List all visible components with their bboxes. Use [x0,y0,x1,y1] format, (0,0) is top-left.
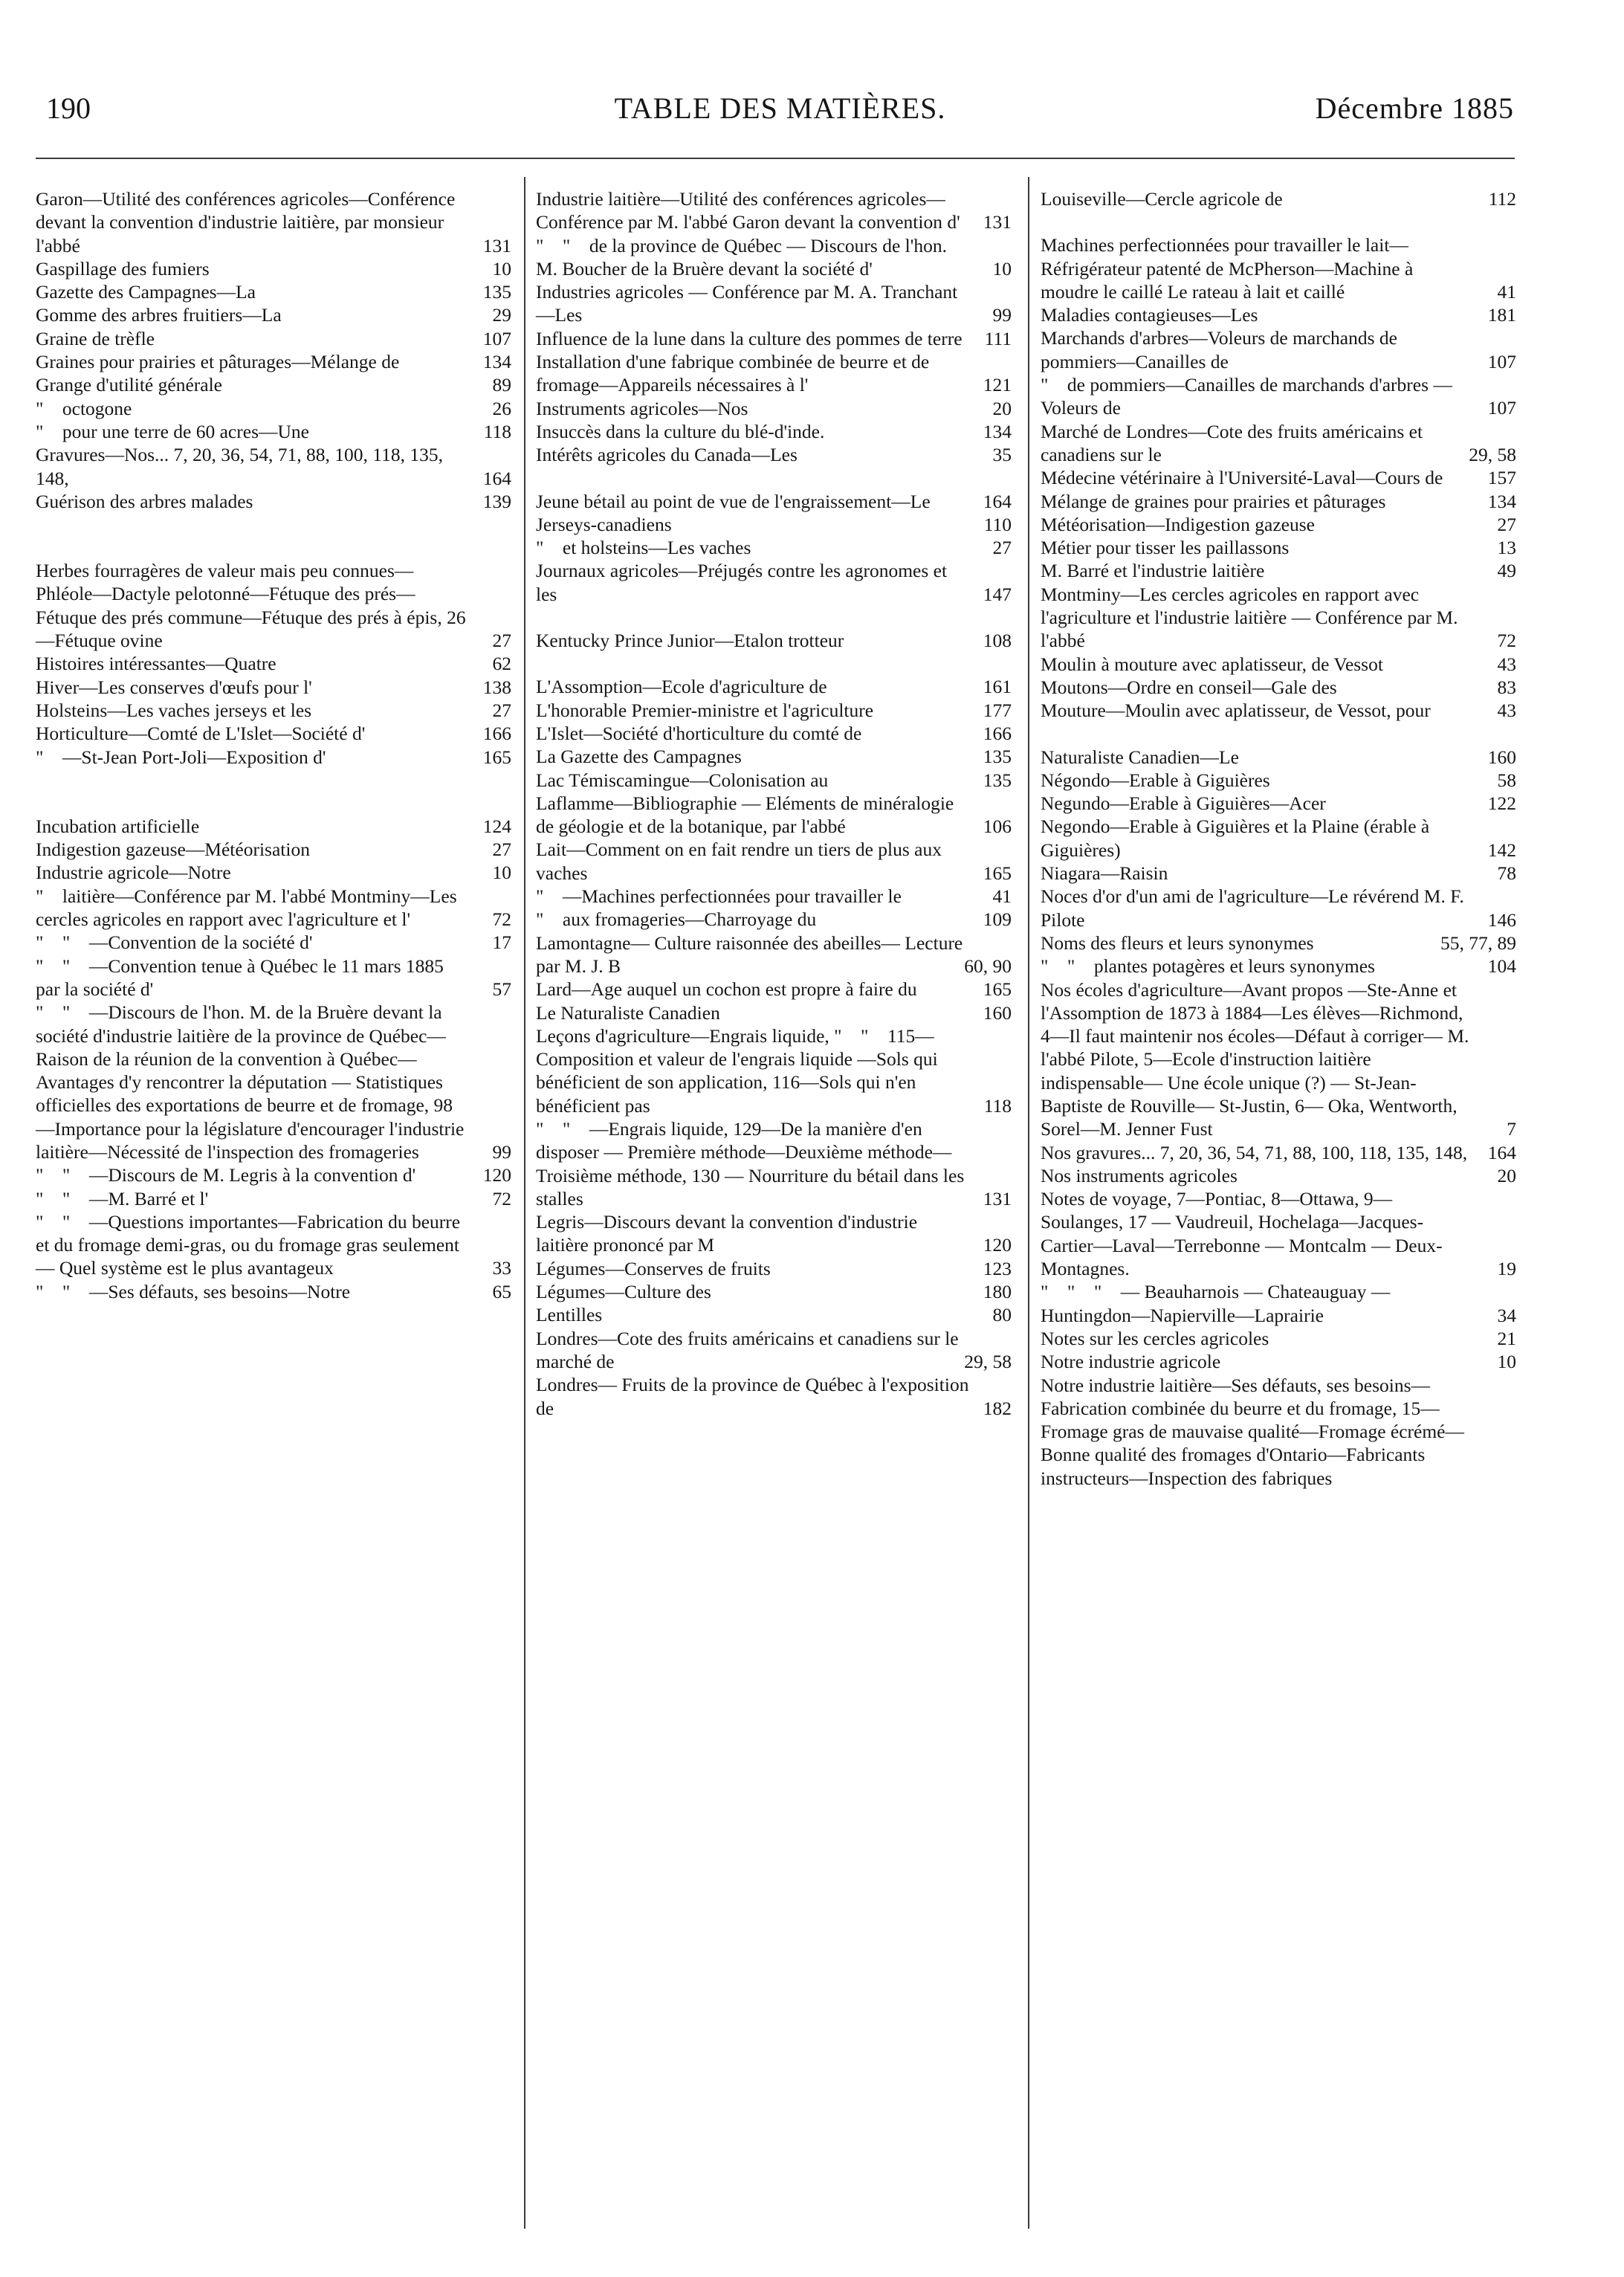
entry-text: Mélange de graines pour prairies et pâturages [1041,490,1386,512]
index-entry [536,1257,1012,1280]
entry-page-number: 20 [1497,1164,1516,1186]
index-entry [36,397,511,420]
entry-spacer [36,513,511,536]
page-title: TABLE DES MATIÈRES. [614,91,946,125]
index-entry [536,1210,1012,1257]
index-entry [536,1024,1012,1117]
entry-page-number: 34 [1497,1304,1516,1326]
entry-page-number: 55, 77, 89 [1440,931,1516,954]
column-divider [524,177,525,2229]
entry-page-number: 29, 58 [964,1350,1012,1372]
index-entry [536,675,1012,698]
entry-text: Legris—Discours devant la convention d'industrie laitière prononcé par M [536,1211,922,1256]
entry-page-number: 118 [483,420,511,442]
entry-page-number: 134 [983,420,1012,442]
entry-text: Herbes fourragères de valeur mais peu connues—Phléole—Dactyle pelotonné—Fétuque des prés—Fétuque des prés commune—Fétuque des prés à épis, 26—Fétuque ovine [36,560,466,652]
entry-text: Gazette des Campagnes—La [36,281,256,303]
column-divider [1028,177,1029,2229]
entry-text: " et holsteins—Les vaches [536,537,751,559]
entry-text: " " —Questions importantes—Fabrication du beurre et du fromage demi-gras, ou du fromage gras seulement — Quel système est le plus avantageux [36,1210,465,1279]
index-entry [536,885,1012,908]
entry-page-number: 57 [492,978,511,1000]
entry-text: Negundo—Erable à Giguières—Acer [1041,792,1326,815]
index-entry [36,1001,511,1163]
entry-text: L'Assomption—Ecole d'agriculture de [536,676,827,698]
index-entry [36,676,511,699]
index-entry [36,838,511,861]
entry-text: Londres— Fruits de la province de Québec à l'exposition de [536,1374,974,1419]
index-column-3 [1041,187,1516,1490]
index-entry [36,1210,511,1280]
entry-page-number: 41 [992,885,1012,908]
entry-page-number: 139 [482,490,511,512]
entry-page-number: 49 [1497,560,1516,582]
entry-page-number: 157 [1487,467,1516,489]
index-entry [1041,1187,1516,1280]
entry-text: Montminy—Les cercles agricoles en rapport avec l'agriculture et l'industrie laitière — Conférence par M. l'abbé [1041,583,1463,652]
entry-text: Lac Témiscamingue—Colonisation au [536,769,829,791]
index-entry [536,443,1012,466]
entry-text: Indigestion gazeuse—Météorisation [36,839,310,861]
entry-page-number: 17 [492,931,511,954]
entry-page-number: 110 [983,513,1012,535]
entry-text: Gaspillage des fumiers [36,257,210,280]
entry-text: Moulin à mouture avec aplatisseur, de Vessot [1041,653,1383,675]
entry-page-number: 89 [492,374,511,396]
entry-text: Gomme des arbres fruitiers—La [36,304,282,326]
entry-page-number: 160 [983,1001,1012,1024]
entry-page-number: 124 [482,815,511,837]
index-entry [536,1303,1012,1326]
entry-text: " " plantes potagères et leurs synonymes [1041,955,1375,978]
entry-page-number: 27 [1497,513,1516,535]
entry-page-number: 147 [983,583,1012,605]
entry-page-number: 120 [983,1234,1012,1256]
entry-page-number: 165 [482,746,511,768]
index-entry [36,1163,511,1186]
entry-text: Influence de la lune dans la culture des pommes de terre [536,327,963,349]
entry-page-number: 26 [492,397,511,419]
index-entry [1041,862,1516,885]
entry-page-number: 108 [983,630,1012,652]
index-entry [536,1001,1012,1024]
header-date: Décembre 1885 [1315,91,1514,125]
entry-text: L'Islet—Société d'horticulture du comté de [536,722,862,744]
entry-text: Nos écoles d'agriculture—Avant propos —Ste-Anne et l'Assomption de 1873 à 1884—Les élèves—Richmond, 4—Il faut maintenir nos écoles—Défaut à corriger— M. l'abbé Pilote, 5—Ecole d'instruction laitière indispensable— Une école unique (?) — St-Jean-Baptiste de Rouville— St-Justin, 6— Oka, Wentworth, Sorel—M. Jenner Fust [1041,978,1474,1140]
entry-spacer [1041,210,1516,233]
index-entry [1041,955,1516,978]
entry-page-number: 29, 58 [1469,443,1516,465]
index-entry [36,490,511,513]
index-entry [1041,583,1516,653]
entry-text: M. Barré et l'industrie laitière [1041,560,1265,582]
entry-page-number: 134 [1487,490,1516,512]
entry-text: Industrie agricole—Notre [36,862,231,884]
entry-page-number: 107 [1487,397,1516,419]
entry-page-number: 80 [992,1304,1012,1326]
entry-text: Mouture—Moulin avec aplatisseur, de Vessot, pour [1041,700,1431,722]
entry-text: Guérison des arbres malades [36,490,253,512]
index-entry [36,187,511,257]
entry-spacer [536,652,1012,675]
entry-page-number: 121 [983,374,1012,396]
entry-text: Machines perfectionnées pour travailler le lait—Réfrigérateur patenté de McPherson—Machine à moudre le caillé Le rateau à lait et caillé [1041,234,1418,303]
index-entry [536,234,1012,281]
index-entry [1041,536,1516,559]
index-entry [36,1187,511,1210]
entry-text: Installation d'une fabrique combinée de beurre et de fromage—Appareils nécessaires à l' [536,351,934,396]
entry-text: Notes sur les cercles agricoles [1041,1327,1269,1349]
entry-page-number: 142 [1487,839,1516,861]
index-entry [536,745,1012,768]
entry-text: " de pommiers—Canailles de marchands d'arbres — Voleurs de [1041,374,1457,419]
index-entry [36,699,511,722]
entry-page-number: 123 [983,1257,1012,1279]
entry-page-number: 138 [482,676,511,698]
page-header [46,91,1514,135]
entry-page-number: 29 [492,304,511,326]
entry-text: Légumes—Culture des [536,1281,711,1303]
entry-page-number: 165 [983,978,1012,1001]
entry-text: " " —M. Barré et l' [36,1187,209,1209]
entry-text: Maladies contagieuses—Les [1041,304,1258,326]
entry-text: Métier pour tisser les paillassons [1041,537,1290,559]
index-entry [1041,885,1516,931]
entry-spacer [36,769,511,792]
entry-page-number: 181 [1487,304,1516,326]
index-entry [536,397,1012,420]
entry-text: " —Machines perfectionnées pour travailler le [536,885,902,908]
entry-page-number: 27 [492,630,511,652]
entry-page-number: 166 [482,723,511,745]
entry-page-number: 41 [1497,280,1516,303]
index-entry [1041,931,1516,955]
index-entry [36,373,511,396]
entry-text: " aux fromageries—Charroyage du [536,908,817,931]
entry-text: Holsteins—Les vaches jerseys et les [36,699,312,721]
index-entry [36,931,511,954]
entry-page-number: 19 [1497,1258,1516,1280]
index-column-2 [536,187,1012,1420]
entry-page-number: 131 [482,234,511,256]
entry-text: " laitière—Conférence par M. l'abbé Montminy—Les cercles agricoles en rapport avec l'agriculture et l' [36,885,462,931]
index-entry [36,885,511,931]
index-entry [36,861,511,884]
entry-page-number: 107 [1487,350,1516,372]
index-entry [1041,1141,1516,1164]
entry-page-number: 99 [492,1140,511,1163]
entry-page-number: 99 [992,304,1012,326]
entry-text: La Gazette des Campagnes [536,746,742,768]
index-entry [536,536,1012,559]
entry-text: Lard—Age auquel un cochon est propre à faire du [536,978,917,1001]
index-entry [536,1117,1012,1210]
entry-text: Instruments agricoles—Nos [536,397,748,419]
index-entry [536,187,1012,234]
index-entry [536,490,1012,513]
entry-text: " " de la province de Québec — Discours de l'hon. M. Boucher de la Bruère devant la société d' [536,234,952,280]
index-entry [536,792,1012,839]
index-entry [1041,978,1516,1141]
index-entry [36,722,511,745]
entry-page-number: 58 [1497,769,1516,791]
entry-text: Notre industrie laitière—Ses défauts, ses besoins—Fabrication combinée du beurre et du fromage, 15—Fromage gras de mauvaise qualité—Fromage écrémé—Bonne qualité des fromages d'Ontario—Fabricants instructeurs—Inspection des fabriques [1041,1374,1465,1489]
entry-page-number: 104 [1487,955,1516,978]
entry-text: Laflamme—Bibliographie — Eléments de minéralogie de géologie et de la botanique, par l'abbé [536,792,959,838]
entry-text: " " —Convention de la société d' [36,931,313,954]
entry-text: Notre industrie agricole [1041,1351,1221,1373]
index-entry [36,327,511,350]
entry-page-number: 146 [1487,908,1516,931]
entry-text: " —St-Jean Port-Joli—Exposition d' [36,746,326,768]
entry-page-number: 112 [1488,188,1516,210]
entry-page-number: 177 [983,699,1012,721]
entry-page-number: 43 [1497,653,1516,675]
entry-page-number: 164 [983,490,1012,512]
entry-page-number: 134 [482,351,511,373]
entry-text: Incubation artificielle [36,815,200,837]
index-entry [36,746,511,769]
entry-page-number: 7 [1507,1118,1516,1140]
entry-page-number: 62 [492,653,511,675]
entry-page-number: 10 [992,257,1012,280]
entry-page-number: 10 [1497,1351,1516,1373]
index-entry [36,350,511,373]
entry-page-number: 131 [983,211,1012,233]
entry-text: Nos instruments agricoles [1041,1164,1238,1186]
entry-text: Industrie laitière—Utilité des conférences agricoles—Conférence par M. l'abbé Garon devant la convention d' [536,188,960,233]
entry-spacer [536,606,1012,629]
entry-page-number: 106 [983,815,1012,838]
entry-text: Graines pour prairies et pâturages—Mélange de [36,351,400,373]
entry-page-number: 10 [492,862,511,884]
entry-page-number: 135 [983,746,1012,768]
entry-text: Négondo—Erable à Giguières [1041,769,1270,791]
page-number: 190 [46,91,91,125]
index-entry [536,978,1012,1001]
index-entry [1041,769,1516,792]
entry-text: " " —Ses défauts, ses besoins—Notre [36,1280,351,1302]
entry-text: Lentilles [536,1304,603,1326]
entry-text: Notes de voyage, 7—Pontiac, 8—Ottawa, 9—Soulanges, 17 — Vaudreuil, Hochelaga—Jacques-Cartier—Laval—Terrebonne — Montcalm — Deux-Montagnes. [1041,1188,1443,1280]
index-entry [536,769,1012,792]
entry-page-number: 135 [482,281,511,303]
index-entry [36,652,511,675]
entry-text: " " —Discours de M. Legris à la convention d' [36,1164,416,1186]
index-entry [36,815,511,838]
index-entry [536,559,1012,606]
entry-page-number: 107 [482,327,511,349]
entry-text: " " —Convention tenue à Québec le 11 mars 1885 par la société d' [36,955,449,1000]
entry-spacer [36,536,511,559]
index-entry [1041,233,1516,303]
index-entry [536,838,1012,885]
entry-page-number: 27 [492,839,511,861]
entry-text: Médecine vétérinaire à l'Université-Laval—Cours de [1041,467,1443,489]
entry-text: Leçons d'agriculture—Engrais liquide, " " 115—Composition et valeur de l'engrais liquide —Sols qui bénéficient de son application, 116—Sols qui n'en bénéficient pas [536,1024,943,1117]
entry-page-number: 35 [992,444,1012,466]
entry-page-number: 78 [1497,862,1516,885]
index-entry [536,327,1012,350]
index-entry [1041,466,1516,489]
entry-text: Grange d'utilité générale [36,374,222,396]
entry-text: Horticulture—Comté de L'Islet—Société d' [36,723,366,745]
index-entry [536,931,1012,978]
index-entry [1041,420,1516,467]
entry-page-number: 109 [983,908,1012,931]
index-entry [1041,792,1516,815]
index-entry [1041,513,1516,536]
entry-text: L'honorable Premier-ministre et l'agriculture [536,699,874,721]
header-rule [36,158,1515,159]
entry-text: Jerseys-canadiens [536,513,672,535]
index-entry [1041,653,1516,676]
entry-page-number: 118 [983,1094,1012,1117]
entry-text: " " —Engrais liquide, 129—De la manière d'en disposer — Première méthode—Deuxième méthode—Troisième méthode, 130 — Nourriture du bétail dans les stalles [536,1117,969,1209]
index-entry [536,1373,1012,1420]
entry-text: Kentucky Prince Junior—Etalon trotteur [536,630,844,652]
entry-page-number: 164 [1487,1141,1516,1163]
entry-page-number: 65 [492,1280,511,1302]
entry-text: Hiver—Les conserves d'œufs pour l' [36,676,312,698]
index-entry [536,722,1012,745]
entry-page-number: 164 [482,467,511,489]
entry-page-number: 21 [1497,1327,1516,1349]
entry-page-number: 10 [492,257,511,280]
index-entry [1041,746,1516,769]
index-entry [36,955,511,1001]
entry-text: Le Naturaliste Canadien [536,1001,720,1024]
index-entry [1041,490,1516,513]
entry-text: " " —Discours de l'hon. M. de la Bruère devant la société d'industrie laitière de la province de Québec—Raison de la réunion de la convention à Québec—Avantages d'y rencontrer la députation — Statistiques officielles des exportations de beurre et de fromage, 98—Importance pour la législature d'encourager l'industrie laitière—Nécessité de l'inspection des fromageries [36,1001,469,1163]
entry-page-number: 182 [983,1397,1012,1419]
index-entry [36,443,511,490]
entry-text: Marché de Londres—Cote des fruits américains et canadiens sur le [1041,420,1428,465]
entry-text: Lait—Comment on en fait rendre un tiers de plus aux vaches [536,839,947,884]
index-entry [536,1280,1012,1303]
index-entry [36,257,511,280]
entry-text: Garon—Utilité des conférences agricoles—Conférence devant la convention d'industrie laitière, par monsieur l'abbé [36,188,460,256]
index-entry [1041,187,1516,210]
entry-page-number: 131 [983,1187,1012,1209]
index-entry [536,280,1012,327]
entry-text: Lamontagne— Culture raisonnée des abeilles— Lecture par M. J. B [536,931,968,977]
index-entry [1041,699,1516,722]
entry-spacer [36,792,511,815]
index-entry [1041,1280,1516,1327]
index-entry [536,1327,1012,1374]
index-entry [1041,676,1516,699]
entry-text: Londres—Cote des fruits américains et canadiens sur le marché de [536,1327,963,1372]
index-entry [1041,1374,1516,1490]
entry-text: " octogone [36,397,132,419]
entry-page-number: 43 [1497,700,1516,722]
entry-text: Légumes—Conserves de fruits [536,1257,771,1279]
entry-text: Intérêts agricoles du Canada—Les [536,444,798,466]
index-entry [536,908,1012,931]
entry-text: " " " — Beauharnois — Chateauguay — Huntingdon—Napierville—Laprairie [1041,1281,1395,1326]
entry-page-number: 160 [1487,746,1516,768]
entry-text: Industries agricoles — Conférence par M. A. Tranchant—Les [536,281,958,326]
entry-text: Météorisation—Indigestion gazeuse [1041,513,1315,535]
index-column-1 [36,187,511,1303]
entry-text: Noms des fleurs et leurs synonymes [1041,931,1314,954]
index-entry [36,1280,511,1303]
entry-spacer [1041,723,1516,746]
entry-text: Noces d'or d'un ami de l'agriculture—Le révérend M. F. Pilote [1041,885,1469,931]
index-entry [1041,326,1516,373]
index-entry [36,303,511,326]
entry-text: Jeune bétail au point de vue de l'engraissement—Le [536,490,931,512]
index-entry [1041,1327,1516,1350]
entry-page-number: 33 [492,1257,511,1279]
entry-page-number: 161 [983,676,1012,698]
entry-text: Marchands d'arbres—Voleurs de marchands de pommiers—Canailles de [1041,327,1403,372]
entry-text: Gravures—Nos... 7, 20, 36, 54, 71, 88, 100, 118, 135, 148, [36,444,448,489]
entry-text: Histoires intéressantes—Quatre [36,653,276,675]
entry-page-number: 180 [983,1281,1012,1303]
entry-text: Louiseville—Cercle agricole de [1041,188,1283,210]
index-entry [1041,559,1516,582]
entry-page-number: 20 [992,397,1012,419]
index-entry [1041,373,1516,420]
index-entry [536,699,1012,722]
index-entry [536,350,1012,397]
entry-text: Graine de trèfle [36,327,155,349]
entry-page-number: 165 [983,862,1012,884]
entry-page-number: 166 [983,722,1012,744]
index-entry [36,559,511,652]
entry-spacer [536,467,1012,490]
entry-text: Naturaliste Canadien—Le [1041,746,1239,768]
entry-page-number: 72 [492,908,511,931]
index-entry [536,629,1012,652]
index-entry [536,513,1012,536]
entry-text: Insuccès dans la culture du blé-d'inde. [536,420,825,442]
entry-text: Moutons—Ordre en conseil—Gale des [1041,676,1337,698]
entry-page-number: 13 [1497,537,1516,559]
entry-page-number: 135 [983,769,1012,791]
entry-text: Nos gravures... 7, 20, 36, 54, 71, 88, 100, 118, 135, 148, [1041,1141,1468,1163]
entry-text: Negondo—Erable à Giguières et la Plaine (érable à Giguières) [1041,815,1434,861]
entry-page-number: 72 [1497,630,1516,652]
entry-page-number: 27 [992,537,1012,559]
entry-text: " pour une terre de 60 acres—Une [36,420,309,442]
index-entry [1041,303,1516,326]
entry-page-number: 27 [492,699,511,721]
index-entry [36,280,511,303]
entry-text: Journaux agricoles—Préjugés contre les agronomes et les [536,560,952,605]
index-entry [1041,815,1516,862]
index-entry [1041,1164,1516,1187]
entry-text: Niagara—Raisin [1041,862,1168,885]
entry-page-number: 120 [482,1164,511,1186]
entry-page-number: 111 [984,327,1012,349]
index-entry [36,420,511,443]
entry-page-number: 122 [1487,792,1516,815]
index-entry [1041,1350,1516,1373]
entry-page-number: 72 [492,1187,511,1209]
entry-page-number: 83 [1497,676,1516,698]
index-entry [536,420,1012,443]
entry-page-number: 60, 90 [964,955,1012,977]
